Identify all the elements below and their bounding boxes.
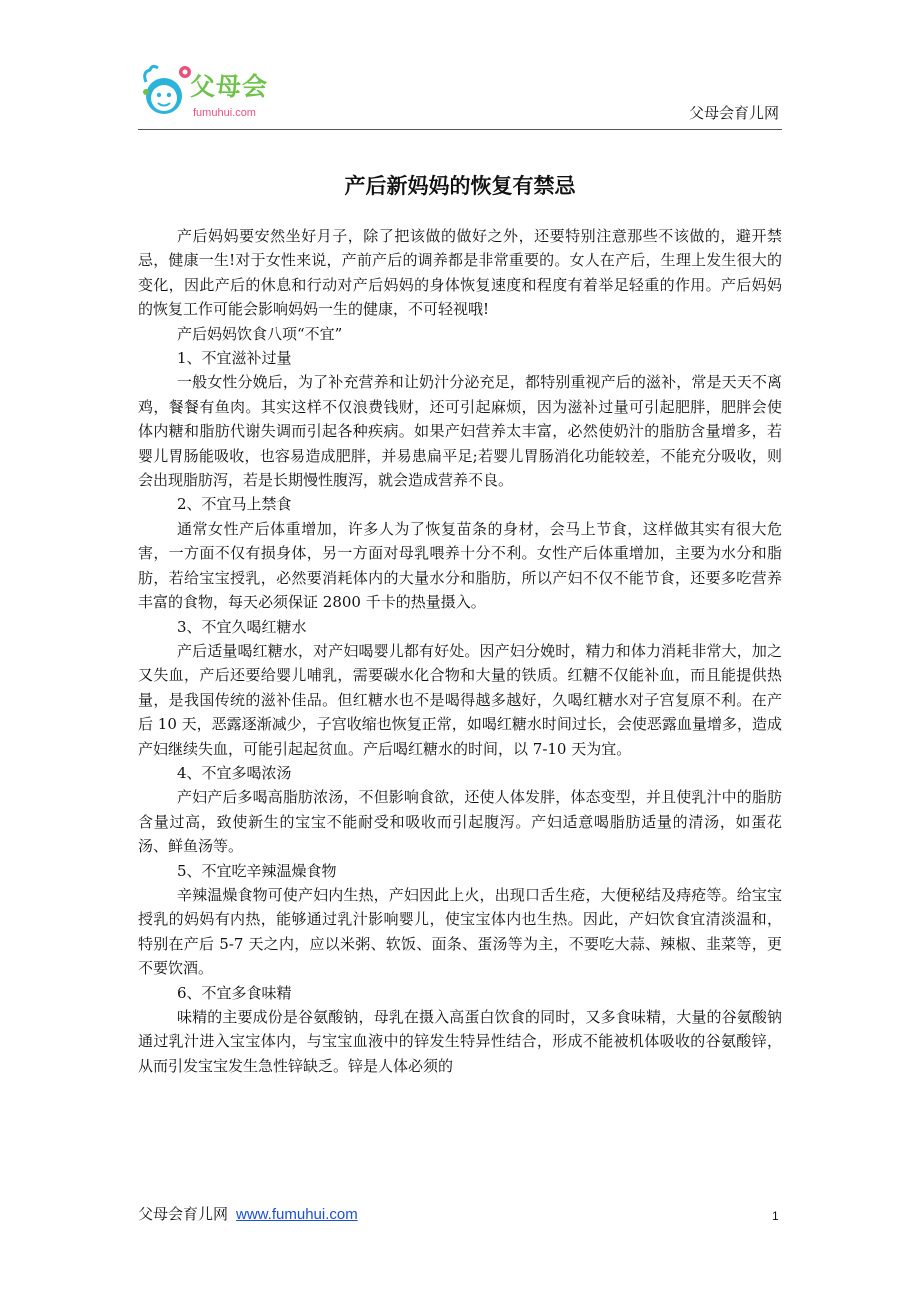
item-heading: 1、不宜滋补过量 bbox=[177, 349, 292, 368]
paragraph: 产后妈妈要安然坐好月子，除了把该做的做好之外，还要特别注意那些不该做的，避开禁忌，健康一生!对于女性来说，产前产后的调养都是非常重要的。女人在产后，生理上发生很大的变化，因此产后的休息和行动对产后妈妈的身体恢复速度和程度有着举足轻重的作用。产后妈妈的恢复工作可能会影响妈妈一生的健康，不可轻视哦! bbox=[138, 227, 782, 319]
header-divider bbox=[138, 129, 782, 130]
item-heading: 4、不宜多喝浓汤 bbox=[177, 763, 292, 782]
paragraph: 味精的主要成份是谷氨酸钠，母乳在摄入高蛋白饮食的同时，又多食味精，大量的谷氨酸钠通过乳汁进入宝宝体内，与宝宝血液中的锌发生特异性结合，形成不能被机体吸收的谷氨酸锌，从而引发宝宝发生急性锌缺乏。锌是人体必须的 bbox=[138, 1008, 782, 1075]
item-heading: 5、不宜吃辛辣温燥食物 bbox=[177, 861, 337, 880]
logo-text: 父母会 bbox=[190, 72, 269, 101]
logo-mascot-icon bbox=[138, 62, 194, 124]
paragraph: 通常女性产后体重增加，许多人为了恢复苗条的身材，会马上节食，这样做其实有很大危害，一方面不仅有损身体，另一方面对母乳喂养十分不利。女性产后体重增加，主要为水分和脂肪，若给宝宝授乳，必然要消耗体内的大量水分和脂肪，所以产妇不仅不能节食，还要多吃营养丰富的食物，每天必须保证 2800 千卡的热量摄入。 bbox=[138, 519, 782, 612]
page-number: 1 bbox=[772, 1209, 779, 1223]
item-heading: 3、不宜久喝红糖水 bbox=[177, 617, 307, 636]
item-heading: 2、不宜马上禁食 bbox=[177, 495, 292, 514]
footer bbox=[138, 1207, 358, 1222]
paragraph: 产妇产后多喝高脂肪浓汤，不但影响食欲，还使人体发胖，体态变型，并且使乳汁中的脂肪含量过高，致使新生的宝宝不能耐受和吸收而引起腹泻。产妇适意喝脂肪适量的清汤，如蛋花汤、鲜鱼汤等。 bbox=[138, 788, 782, 856]
item-heading: 6、不宜多食味精 bbox=[177, 983, 292, 1002]
section-heading: 产后妈妈饮食八项“不宜” bbox=[177, 324, 343, 343]
article-title: 产后新妈妈的恢复有禁忌 bbox=[344, 174, 576, 199]
footer-link[interactable]: www.fumuhui.com bbox=[236, 1206, 358, 1223]
footer-site-name: 父母会育儿网 bbox=[138, 1205, 229, 1223]
paragraph: 一般女性分娩后，为了补充营养和让奶汁分泌充足，都特别重视产后的滋补，常是天天不离鸡，餐餐有鱼肉。其实这样不仅浪费钱财，还可引起麻烦，因为滋补过量可引起肥胖，肥胖会使体内糖和脂肪代谢失调而引起各种疾病。如果产妇营养太丰富，必然使奶汁的脂肪含量增多，若婴儿胃肠能吸收，也容易造成肥胖，并易患扁平足;若婴儿胃肠消化功能较差，不能充分吸收，则会出现脂肪泻，若是长期慢性腹泻，就会造成营养不良。 bbox=[138, 373, 782, 490]
article-body bbox=[138, 224, 782, 1078]
paragraph: 辛辣温燥食物可使产妇内生热，产妇因此上火，出现口舌生疮，大便秘结及痔疮等。给宝宝授乳的妈妈有内热，能够通过乳汁影响婴儿，使宝宝体内也生热。因此，产妇饮食宜清淡温和，特别在产后 5-7 天之内，应以米粥、软饭、面条、蛋汤等为主，不要吃大蒜、辣椒、韭菜等，更不要饮酒。 bbox=[138, 885, 782, 978]
site-logo bbox=[138, 62, 278, 124]
header-site-name: 父母会育儿网 bbox=[688, 104, 779, 122]
paragraph: 产后适量喝红糖水，对产妇喝婴儿都有好处。因产妇分娩时，精力和体力消耗非常大，加之又失血，产后还要给婴儿哺乳，需要碳水化合物和大量的铁质。红糖不仅能补血，而且能提供热量，是我国传统的滋补佳品。但红糖水也不是喝得越多越好，久喝红糖水对子宫复原不利。在产后 10 天，恶露逐渐减少，子宫收缩也恢复正常，如喝红糖水时间过长，会使恶露血量增多，造成产妇继续失血，可能引起起贫血。产后喝红糖水的时间，以 7-10 天为宜。 bbox=[138, 641, 782, 758]
logo-domain: fumuhui.com bbox=[193, 107, 256, 119]
